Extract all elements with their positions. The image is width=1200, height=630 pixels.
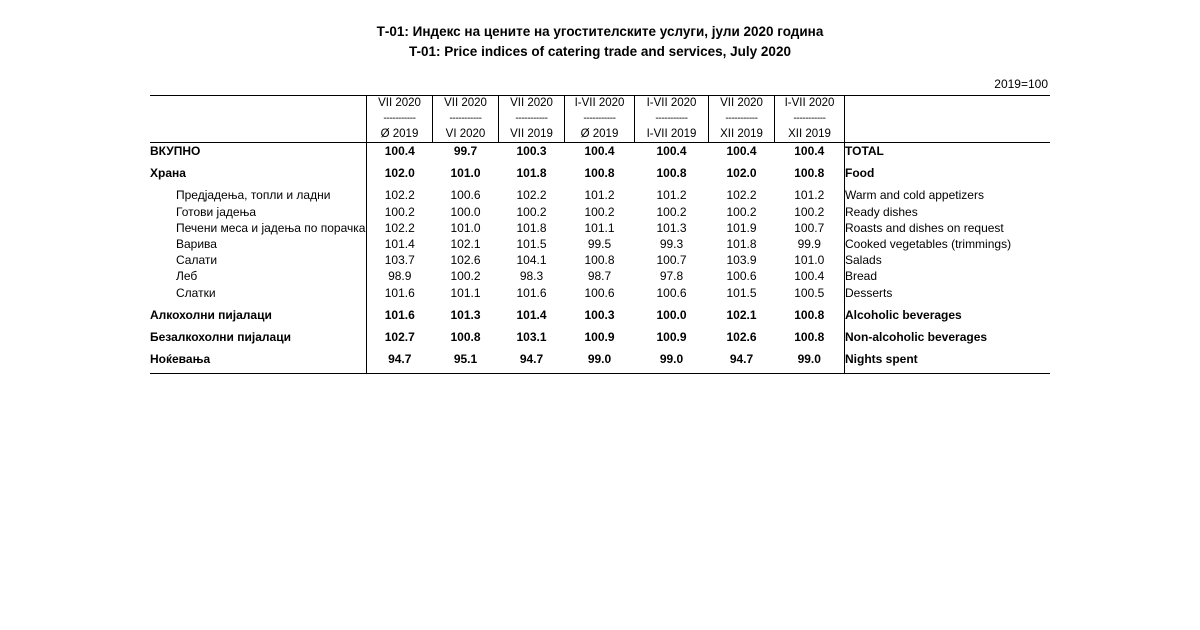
row-value: 101.6 bbox=[516, 285, 547, 300]
row-label-en: Alcoholic beverages bbox=[845, 307, 1051, 323]
header-col-5-line1: I-VII 2020 bbox=[646, 96, 697, 109]
row-value: 102.6 bbox=[726, 329, 757, 344]
row-label-mk: Печени меса и јадења по порачка bbox=[176, 220, 366, 235]
header-blank-right bbox=[845, 95, 1051, 143]
row-value: 100.8 bbox=[584, 253, 615, 268]
header-col-5-line2: I-VII 2019 bbox=[646, 127, 697, 140]
header-col-4-dash: ----------- bbox=[583, 113, 616, 125]
row-value: 100.2 bbox=[584, 204, 615, 219]
header-col-3-line2: VII 2019 bbox=[510, 127, 553, 140]
table-row bbox=[150, 143, 1050, 160]
document-title-mk: Т-01: Индекс на цените на угостителските услуги, јули 2020 година bbox=[376, 24, 824, 39]
row-value: 95.1 bbox=[453, 352, 478, 367]
header-col-6-dash: ----------- bbox=[725, 113, 758, 125]
row-value: 101.0 bbox=[450, 220, 481, 235]
row-value: 100.4 bbox=[775, 143, 845, 160]
row-value: 100.8 bbox=[584, 166, 615, 181]
row-value: 101.8 bbox=[726, 236, 757, 251]
row-value: 98.3 bbox=[519, 269, 544, 284]
header-col-1 bbox=[367, 95, 433, 143]
row-value: 100.8 bbox=[794, 329, 825, 344]
row-label-en: Desserts bbox=[845, 285, 1051, 301]
row-value: 100.4 bbox=[794, 269, 825, 284]
table-row bbox=[150, 329, 1050, 345]
row-value: 100.2 bbox=[450, 269, 481, 284]
row-value: 102.2 bbox=[726, 188, 757, 203]
table-row bbox=[150, 351, 1050, 367]
row-label-mk: Храна bbox=[150, 166, 186, 181]
row-value: 99.0 bbox=[587, 352, 612, 367]
row-value: 99.9 bbox=[797, 236, 821, 251]
row-value: 99.5 bbox=[587, 236, 612, 251]
row-label-en: Cooked vegetables (trimmings) bbox=[845, 236, 1051, 252]
header-col-2 bbox=[433, 95, 499, 143]
row-label-mk: Варива bbox=[176, 236, 217, 251]
table-body bbox=[150, 143, 1050, 374]
row-value: 104.1 bbox=[516, 253, 547, 268]
bottom-rule-cell bbox=[845, 373, 1051, 374]
row-value: 101.5 bbox=[726, 285, 757, 300]
row-value: 100.0 bbox=[450, 204, 481, 219]
row-value: 101.0 bbox=[450, 166, 481, 181]
row-value: 99.3 bbox=[659, 236, 684, 251]
row-value: 100.6 bbox=[450, 188, 481, 203]
table-row bbox=[150, 252, 1050, 268]
row-value: 101.3 bbox=[450, 307, 481, 322]
row-label-en: Warm and cold appetizers bbox=[845, 187, 1051, 203]
row-value: 100.8 bbox=[794, 307, 825, 322]
row-value: 94.7 bbox=[519, 352, 544, 367]
row-value: 102.7 bbox=[367, 329, 433, 345]
row-label-en: Food bbox=[845, 165, 1051, 181]
header-col-7-dash: ----------- bbox=[793, 113, 826, 125]
row-label-mk: Предјадења, топли и ладни bbox=[176, 188, 331, 203]
row-label-mk: ВКУПНО bbox=[150, 143, 367, 160]
header-col-3 bbox=[499, 95, 565, 143]
bottom-rule-cell bbox=[433, 373, 499, 374]
row-value: 102.2 bbox=[367, 187, 433, 203]
title-block bbox=[150, 22, 1050, 63]
row-label-mk: Слатки bbox=[176, 285, 216, 300]
row-value: 100.4 bbox=[709, 143, 775, 160]
row-value: 101.6 bbox=[367, 307, 433, 323]
header-col-6 bbox=[709, 95, 775, 143]
row-value: 101.2 bbox=[794, 188, 825, 203]
table-row bbox=[150, 285, 1050, 301]
header-col-1-dash: ----------- bbox=[383, 113, 416, 125]
row-value: 100.6 bbox=[584, 285, 615, 300]
row-value: 101.2 bbox=[656, 188, 687, 203]
row-value: 101.5 bbox=[516, 236, 547, 251]
row-value: 100.9 bbox=[656, 329, 687, 344]
row-value: 100.7 bbox=[794, 220, 825, 235]
base-year-note: 2019=100 bbox=[994, 76, 1048, 91]
row-value: 100.9 bbox=[584, 329, 615, 344]
table-row bbox=[150, 268, 1050, 284]
bottom-rule-cell bbox=[709, 373, 775, 374]
header-col-7-line2: XII 2019 bbox=[788, 127, 831, 140]
row-value: 100.8 bbox=[794, 166, 825, 181]
row-value: 102.1 bbox=[726, 307, 757, 322]
table-bottom-rule bbox=[150, 373, 1050, 374]
row-value: 100.2 bbox=[794, 204, 825, 219]
row-value: 100.4 bbox=[565, 143, 635, 160]
table-row bbox=[150, 187, 1050, 203]
header-col-6-line1: VII 2020 bbox=[720, 96, 763, 109]
bottom-rule-cell bbox=[499, 373, 565, 374]
row-value: 98.9 bbox=[367, 268, 433, 284]
row-value: 101.2 bbox=[584, 188, 615, 203]
price-indices-table bbox=[150, 95, 1050, 375]
row-value: 100.6 bbox=[656, 285, 687, 300]
row-value: 94.7 bbox=[729, 352, 754, 367]
row-value: 100.4 bbox=[635, 143, 709, 160]
row-value: 103.1 bbox=[516, 329, 547, 344]
row-value: 99.7 bbox=[433, 143, 499, 160]
header-blank-left bbox=[150, 95, 367, 143]
row-label-mk: Салати bbox=[176, 253, 218, 268]
row-value: 103.9 bbox=[726, 253, 757, 268]
row-value: 99.0 bbox=[659, 352, 684, 367]
row-value: 103.7 bbox=[367, 252, 433, 268]
row-value: 101.3 bbox=[656, 220, 687, 235]
row-value: 101.8 bbox=[516, 220, 547, 235]
row-value: 100.2 bbox=[516, 204, 547, 219]
row-value: 94.7 bbox=[367, 351, 433, 367]
row-value: 100.7 bbox=[656, 253, 687, 268]
bottom-rule-cell bbox=[775, 373, 845, 374]
bottom-rule-cell bbox=[565, 373, 635, 374]
row-value: 101.1 bbox=[450, 285, 481, 300]
row-label-en: TOTAL bbox=[845, 143, 1051, 160]
bottom-rule-cell bbox=[367, 373, 433, 374]
table-row bbox=[150, 220, 1050, 236]
header-col-3-dash: ----------- bbox=[515, 113, 548, 125]
header-row bbox=[150, 95, 1050, 143]
row-value: 100.0 bbox=[656, 307, 687, 322]
row-value: 101.9 bbox=[726, 220, 757, 235]
row-value: 101.6 bbox=[367, 285, 433, 301]
header-col-1-line2: Ø 2019 bbox=[380, 127, 419, 140]
header-col-7-line1: I-VII 2020 bbox=[784, 96, 835, 109]
row-value: 100.2 bbox=[656, 204, 687, 219]
row-value: 100.6 bbox=[726, 269, 757, 284]
document-title-en: T-01: Price indices of catering trade and services, July 2020 bbox=[409, 44, 791, 60]
header-col-4-line1: I-VII 2020 bbox=[574, 96, 625, 109]
bottom-rule-cell bbox=[635, 373, 709, 374]
row-value: 101.8 bbox=[516, 166, 547, 181]
table-row bbox=[150, 307, 1050, 323]
header-col-4-line2: Ø 2019 bbox=[580, 127, 619, 140]
header-col-2-line2: VI 2020 bbox=[445, 127, 486, 140]
row-value: 102.0 bbox=[367, 165, 433, 181]
table-row bbox=[150, 165, 1050, 181]
table-header bbox=[150, 95, 1050, 143]
header-col-2-dash: ----------- bbox=[449, 113, 482, 125]
row-label-en: Nights spent bbox=[845, 351, 1051, 367]
row-value: 101.4 bbox=[516, 307, 547, 322]
row-value: 101.1 bbox=[584, 220, 615, 235]
row-label-en: Salads bbox=[845, 252, 1051, 268]
row-value: 98.7 bbox=[587, 269, 612, 284]
row-value: 100.3 bbox=[584, 307, 615, 322]
table-row bbox=[150, 236, 1050, 252]
row-value: 102.6 bbox=[450, 253, 481, 268]
row-label-en: Bread bbox=[845, 268, 1051, 284]
header-col-4 bbox=[565, 95, 635, 143]
row-label-mk: Алкохолни пијалаци bbox=[150, 307, 272, 322]
row-label-en: Non-alcoholic beverages bbox=[845, 329, 1051, 345]
row-value: 100.2 bbox=[726, 204, 757, 219]
row-value: 102.0 bbox=[726, 166, 757, 181]
row-value: 99.0 bbox=[797, 352, 821, 367]
row-value: 101.0 bbox=[794, 253, 825, 268]
bottom-rule-cell bbox=[150, 373, 367, 374]
header-col-2-line1: VII 2020 bbox=[444, 96, 487, 109]
row-label-en: Roasts and dishes on request bbox=[845, 220, 1051, 236]
row-label-mk: Безалкохолни пијалаци bbox=[150, 329, 291, 344]
row-value: 100.5 bbox=[794, 285, 825, 300]
header-col-5-dash: ----------- bbox=[655, 113, 688, 125]
row-value: 100.2 bbox=[367, 204, 433, 220]
header-col-6-line2: XII 2019 bbox=[720, 127, 763, 140]
header-col-7 bbox=[775, 95, 845, 143]
row-value: 102.2 bbox=[367, 220, 433, 236]
row-value: 101.4 bbox=[367, 236, 433, 252]
row-value: 100.8 bbox=[450, 329, 481, 344]
row-value: 102.1 bbox=[450, 236, 481, 251]
header-col-1-line1: VII 2020 bbox=[378, 96, 421, 109]
row-value: 97.8 bbox=[659, 269, 684, 284]
row-value: 100.8 bbox=[656, 166, 687, 181]
row-value: 100.4 bbox=[367, 143, 433, 160]
table-row bbox=[150, 204, 1050, 220]
row-label-mk: Ноќевања bbox=[150, 352, 211, 367]
header-col-3-line1: VII 2020 bbox=[510, 96, 553, 109]
row-label-mk: Готови јадења bbox=[176, 204, 256, 219]
row-value: 100.3 bbox=[499, 143, 565, 160]
row-label-mk: Леб bbox=[176, 269, 198, 284]
header-col-5 bbox=[635, 95, 709, 143]
row-value: 102.2 bbox=[516, 188, 547, 203]
row-label-en: Ready dishes bbox=[845, 204, 1051, 220]
